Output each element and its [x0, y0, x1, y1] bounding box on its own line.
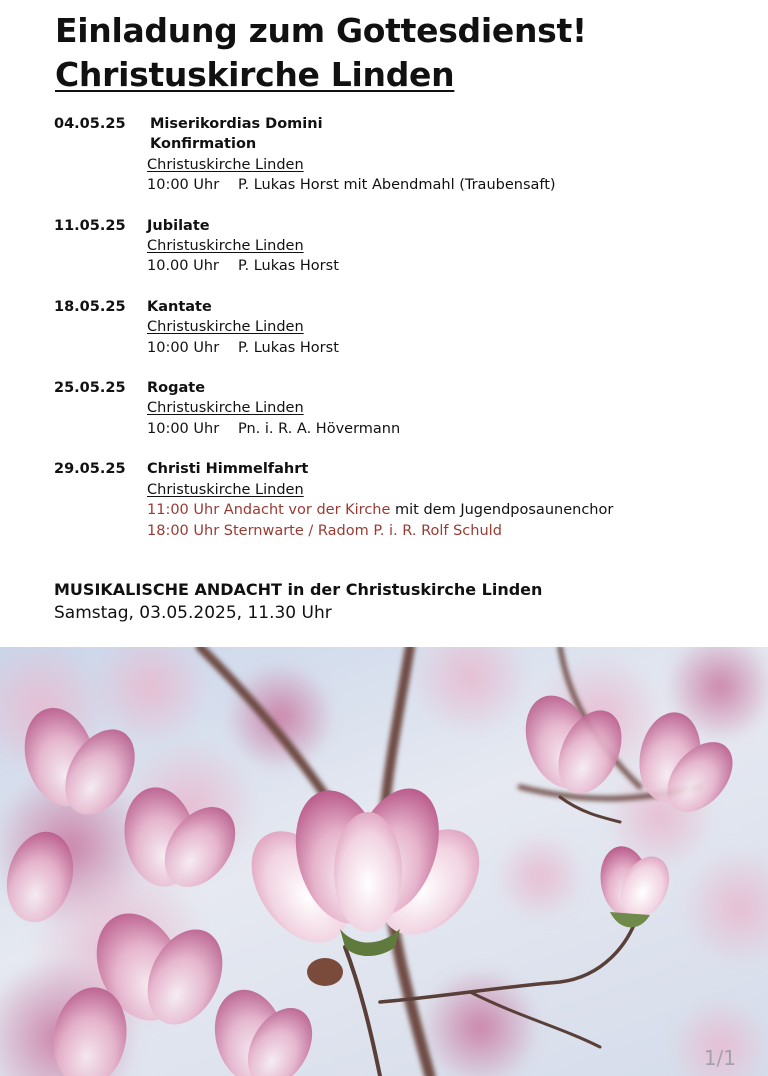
service-subtitle: Konfirmation — [150, 136, 257, 153]
service-details — [147, 175, 754, 195]
musical-devotion-heading: MUSIKALISCHE ANDACHT in der Christuskirche Linden — [54, 580, 543, 599]
service-entry — [54, 378, 754, 439]
service-location: Christuskirche Linden — [147, 156, 304, 173]
service-date: 29.05.25 — [54, 461, 126, 478]
service-date: 18.05.25 — [54, 298, 126, 315]
church-heading: Christuskirche Linden — [55, 55, 455, 94]
service-time: 10:00 Uhr — [147, 177, 220, 194]
service-details — [147, 419, 754, 439]
musical-devotion-datetime: Samstag, 03.05.2025, 11.30 Uhr — [54, 603, 332, 623]
service-name: Rogate — [147, 380, 206, 397]
page-number: 1/1 — [703, 1046, 736, 1070]
service-officiant: P. Lukas Horst mit Abendmahl (Traubensaft) — [238, 177, 556, 194]
service-note: mit dem Jugendposaunenchor — [390, 502, 614, 519]
service-name: Christi Himmelfahrt — [147, 461, 309, 478]
service-details — [147, 500, 754, 520]
service-time: 10:00 Uhr — [147, 420, 220, 437]
service-location: Christuskirche Linden — [147, 319, 304, 336]
service-location: Christuskirche Linden — [147, 400, 304, 417]
musical-devotion — [54, 579, 542, 626]
service-time: 10.00 Uhr — [147, 258, 219, 275]
service-entry — [54, 114, 754, 196]
service-entry — [54, 459, 754, 541]
service-date: 11.05.25 — [54, 217, 126, 234]
service-date: 25.05.25 — [54, 380, 126, 397]
service-details — [147, 338, 754, 358]
service-officiant: Pn. i. R. A. Hövermann — [238, 420, 401, 437]
service-entry — [54, 297, 754, 358]
service-location: Christuskirche Linden — [147, 481, 304, 498]
service-details — [147, 256, 754, 276]
service-date: 04.05.25 — [54, 116, 126, 132]
service-time: 10:00 Uhr — [147, 339, 220, 356]
service-highlight: 11:00 Uhr Andacht vor der Kirche — [147, 502, 391, 519]
service-schedule — [54, 114, 754, 541]
service-officiant: P. Lukas Horst — [238, 258, 339, 275]
service-name: Miserikordias Domini — [150, 116, 323, 132]
service-highlight: 18:00 Uhr Sternwarte / Radom P. i. R. Rolf Schuld — [147, 522, 502, 539]
service-officiant: P. Lukas Horst — [238, 339, 339, 356]
service-location: Christuskirche Linden — [147, 238, 304, 255]
service-name: Jubilate — [147, 217, 210, 234]
service-name: Kantate — [147, 298, 212, 315]
service-details — [147, 521, 754, 541]
page-title: Einladung zum Gottesdienst! — [55, 11, 587, 50]
magnolia-blossoms-photo — [0, 647, 768, 1076]
service-entry — [54, 216, 754, 277]
